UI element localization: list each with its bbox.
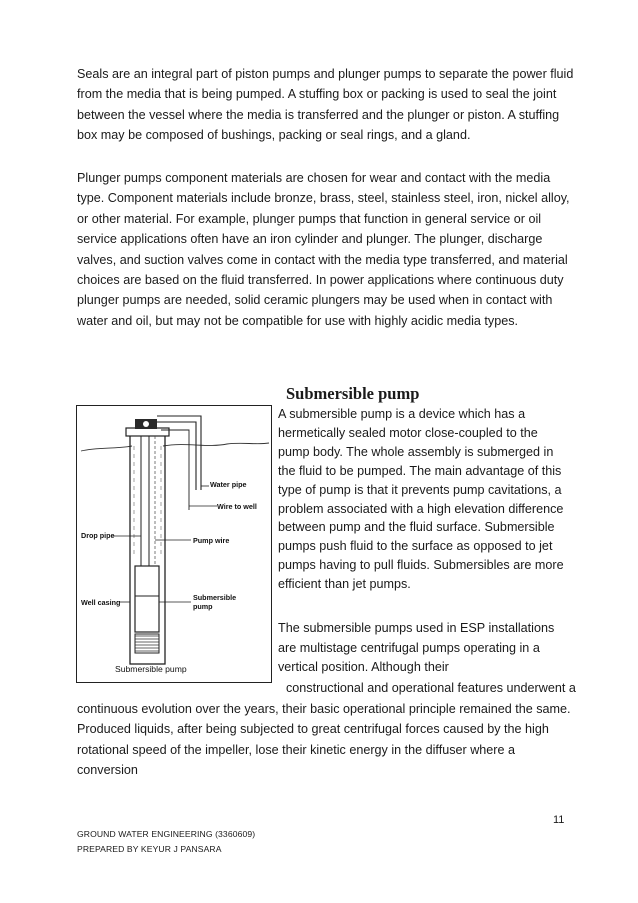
pump-screen-frame <box>135 634 159 653</box>
ground-line-left <box>81 446 132 451</box>
section-heading: Submersible pump <box>286 384 420 403</box>
label-water-pipe: Water pipe <box>210 480 247 489</box>
esp-paragraph-part1: The submersible pumps used in ESP installations are multistage centrifugal pumps operating in a vertical position. Although their <box>278 621 555 674</box>
submersible-intro-paragraph: A submersible pump is a device which has a hermetically sealed motor close-coupled to the pump body. The whole assembly is submerged in the fluid to be pumped. The main advantage of this type of pump is that it prevents pump cavitations, a problem associated with a high elevation difference between pump and the fluid surface. Submersible pumps push fluid to the surface as opposed to jet pumps having to pull fluids. Submersibles are more efficient than jet pumps. <box>278 407 564 592</box>
materials-paragraph: Plunger pumps component materials are chosen for wear and contact with the media type. Component materials include bronze, brass, steel, stainless steel, iron, nickel alloy, or other material. For example, plunger pumps that function in general service or oil service applications often have an iron cylinder and plunger. The plunger, discharge valves, and suction valves come in contact with the media type transferred, and material choices are based on the fluid transferred. In power applications where continuous duty plunger pumps are needed, solid ceramic plungers may be used when in contact with water and oil, but may not be compatible for use with highly acidic media types. <box>77 171 570 328</box>
water-pipe-outer <box>157 416 201 490</box>
esp-paragraph-part2: constructional and operational features underwent a continuous evolution over the years, their basic operational principle remained the same. Produced liquids, after being subjected to great centrifugal forces caused by the high rotational speed of the impeller, lose their kinetic energy in the diffuser where a conversion <box>77 681 576 778</box>
page-number: 11 <box>553 814 565 826</box>
figure-caption: Submersible pump <box>115 664 187 674</box>
adapter-fitting <box>143 421 149 427</box>
footer-course: GROUND WATER ENGINEERING (3360609) <box>77 829 256 839</box>
label-submersible: Submersible <box>193 593 237 602</box>
label-pump: pump <box>193 602 213 611</box>
pump-diagram <box>77 406 273 684</box>
ground-line-right <box>163 443 269 446</box>
footer-author: PREPARED BY KEYUR J PANSARA <box>77 844 222 854</box>
label-pump-wire: Pump wire <box>193 536 230 545</box>
pump-screen <box>135 636 159 651</box>
pump-body <box>135 566 159 632</box>
label-well-casing: Well casing <box>81 598 121 607</box>
well-cap <box>126 428 169 436</box>
footer <box>77 827 255 857</box>
label-drop-pipe: Drop pipe <box>81 531 115 540</box>
submersible-pump-figure <box>76 405 272 683</box>
seals-paragraph: Seals are an integral part of piston pumps and plunger pumps to separate the power fluid from the media that is being pumped. A stuffing box or packing is used to seal the joint between the vessel where the media is transferred and the plunger or piston. A stuffing box may be composed of bushings, packing or seal rings, and a gland. <box>77 67 574 143</box>
label-wire-to-well: Wire to well <box>217 502 257 511</box>
